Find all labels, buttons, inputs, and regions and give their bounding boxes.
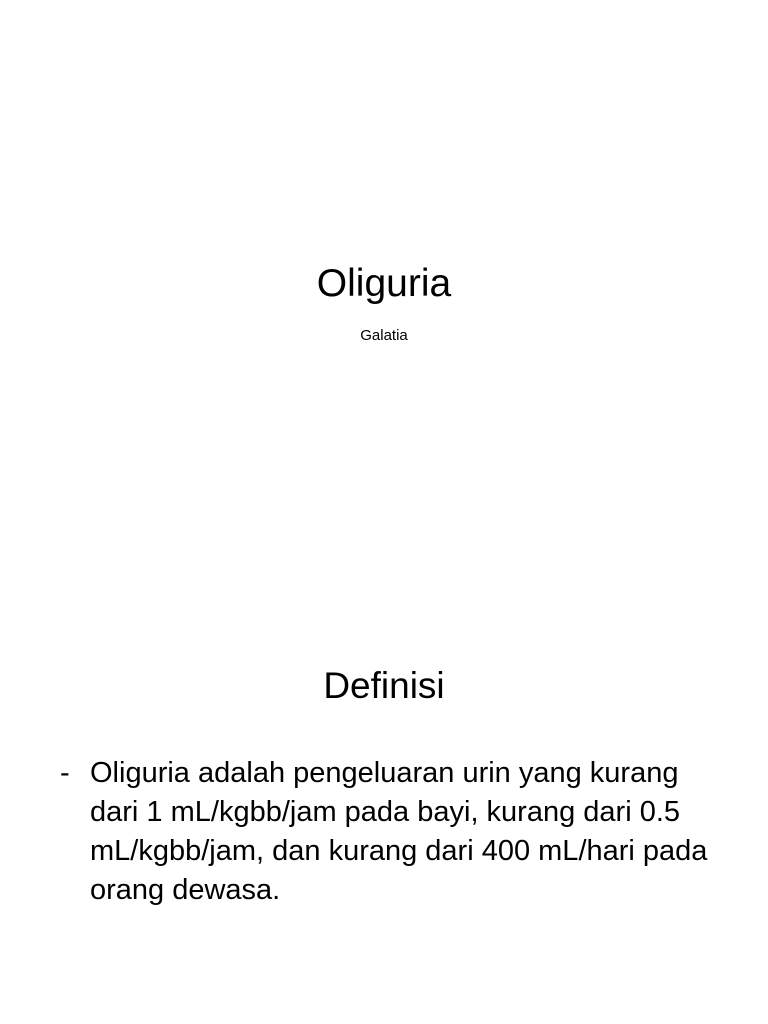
presentation-subtitle: Galatia: [360, 327, 408, 344]
bullet-list: [60, 754, 720, 910]
definition-slide: [0, 576, 768, 1024]
slide-title: Definisi: [323, 665, 445, 706]
bullet-text: Oliguria adalah pengeluaran urin yang kurang dari 1 mL/kgbb/jam pada bayi, kurang dari 0.5 mL/kgbb/jam, dan kurang dari 400 mL/hari pada orang dewasa.: [90, 757, 708, 906]
bullet-item: [60, 754, 720, 910]
presentation-title: Oliguria: [316, 262, 452, 305]
bullet-marker: -: [60, 757, 70, 789]
